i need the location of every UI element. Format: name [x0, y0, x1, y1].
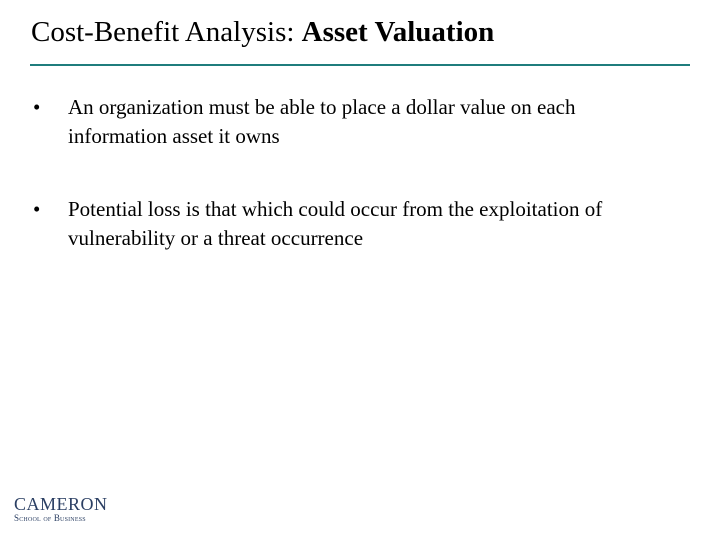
slide-title: [31, 12, 494, 52]
title-divider: [30, 64, 690, 66]
bullet-item: [30, 93, 670, 151]
slide-title-emphasis: Asset Valuation: [301, 16, 495, 48]
bullet-item: [30, 195, 670, 253]
cameron-logo: [14, 494, 124, 530]
logo-subtitle: School of Business: [14, 513, 86, 523]
logo-name: CAMERON: [14, 494, 108, 514]
bullet-icon: •: [33, 197, 41, 221]
slide-title-prefix: Cost-Benefit Analysis:: [31, 16, 302, 48]
bullet-text: An organization must be able to place a dollar value on each information asset it owns: [68, 95, 576, 148]
bullet-list: [30, 93, 670, 253]
bullet-icon: •: [33, 95, 41, 119]
bullet-text: Potential loss is that which could occur from the exploitation of vulnerability or a threat occurrence: [68, 197, 603, 250]
